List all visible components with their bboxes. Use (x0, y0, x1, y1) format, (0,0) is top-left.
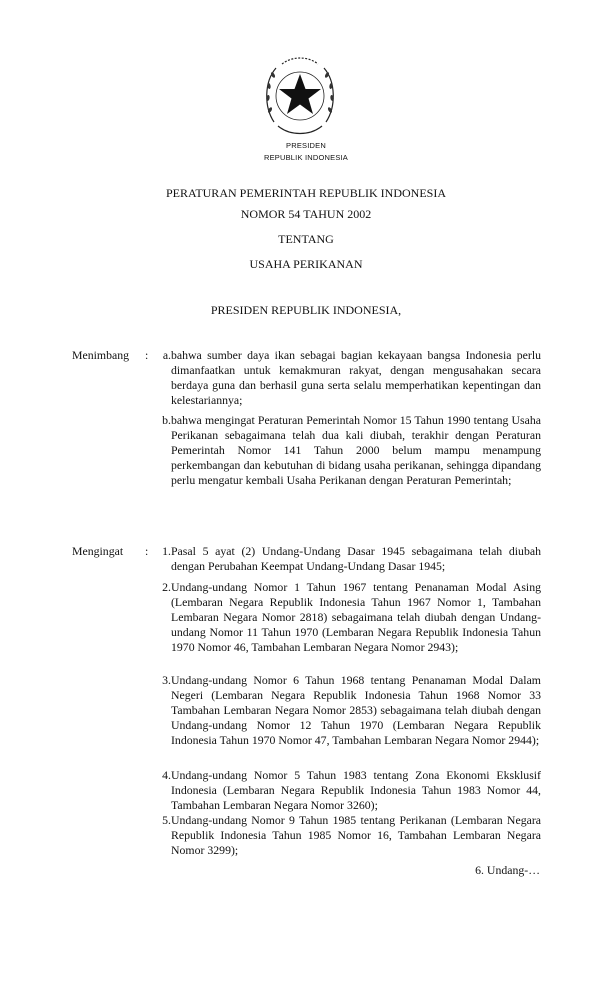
item-text: Pasal 5 ayat (2) Undang-Undang Dasar 1945 sebagaimana telah diubah dengan Perubahan Keempat Undang-Undang Dasar 1945; (171, 544, 541, 573)
item-text: Undang-undang Nomor 1 Tahun 1967 tentang Penanaman Modal Asing (Lembaran Negara Republik Indonesia Tahun 1967 Nomor 1, Tambahan Lembaran Negara Nomor 2818) sebagaimana telah diubah dengan Undang-undang Nomor 11 Tahun 1970 (Lembaran Negara Republik Indonesia Tahun 1970 Nomor 46, Tambahan Lembaran Negara Nomor 2943); (171, 580, 541, 654)
title-line-2: NOMOR 54 TAHUN 2002 (240, 207, 372, 221)
mengingat-item-2 (155, 580, 541, 655)
preamble: PRESIDEN REPUBLIK INDONESIA, (210, 303, 402, 317)
item-marker: 2. (162, 580, 171, 594)
menimbang-item-b (155, 413, 541, 488)
item-marker: a. (162, 348, 171, 362)
item-marker: b. (162, 413, 171, 427)
menimbang-label: Menimbang (72, 348, 130, 362)
item-text: Undang-undang Nomor 5 Tahun 1983 tentang Zona Ekonomi Eksklusif Indonesia (Lembaran Negara Republik Indonesia Tahun 1983 Nomor 44, Tambahan Lembaran Negara Nomor 3260); (171, 768, 541, 812)
item-text: Undang-undang Nomor 6 Tahun 1968 tentang Penanaman Modal Dalam Negeri (Lembaran Negara Republik Indonesia Tahun 1968 Nomor 33 Tambahan Lembaran Negara Nomor 2853) sebagaimana telah diubah dengan Undang-undang Nomor 12 Tahun 1970 (Lembaran Negara Republik Indonesia Tahun 1970 Nomor 47, Tambahan Lembaran Negara Nomor 2944); (171, 673, 541, 747)
header-line-republik: REPUBLIK INDONESIA (263, 153, 349, 162)
presidential-emblem-icon (262, 52, 338, 140)
mengingat-item-3 (155, 673, 541, 748)
item-text: bahwa sumber daya ikan sebagai bagian kekayaan bangsa Indonesia perlu dimanfaatkan untuk kemakmuran rakyat, dengan mengusahakan secara berdaya guna dan berhasil guna serta selalu memperhatikan kepentingan dan kelestariannya; (171, 348, 541, 407)
page-continuation: 6. Undang-… (475, 863, 540, 877)
title-line-4: USAHA PERIKANAN (249, 257, 363, 271)
title-line-1: PERATURAN PEMERINTAH REPUBLIK INDONESIA (165, 186, 447, 200)
mengingat-colon: : (145, 544, 149, 558)
title-line-3: TENTANG (278, 232, 334, 246)
mengingat-item-1 (155, 544, 541, 574)
mengingat-item-4 (155, 768, 541, 813)
item-marker: 5. (162, 813, 171, 827)
item-text: Undang-undang Nomor 9 Tahun 1985 tentang Perikanan (Lembaran Negara Republik Indonesia Tahun 1985 Nomor 16, Tambahan Lembaran Negara Nomor 3299); (171, 813, 541, 857)
mengingat-item-5 (155, 813, 541, 858)
item-marker: 4. (162, 768, 171, 782)
item-marker: 3. (162, 673, 171, 687)
menimbang-colon: : (145, 348, 149, 362)
menimbang-item-a (155, 348, 541, 408)
mengingat-label: Mengingat (72, 544, 124, 558)
header-line-presiden: PRESIDEN (286, 141, 326, 150)
item-text: bahwa mengingat Peraturan Pemerintah Nomor 15 Tahun 1990 tentang Usaha Perikanan sebagaimana telah dua kali diubah, terakhir dengan Peraturan Pemerintah Nomor 141 Tahun 2000 belum mampu menampung perkembangan dan kebutuhan di bidang usaha perikanan, sehingga dipandang perlu mengatur kembali Usaha Perikanan dengan Peraturan Pemerintah; (171, 413, 541, 487)
item-marker: 1. (162, 544, 171, 558)
